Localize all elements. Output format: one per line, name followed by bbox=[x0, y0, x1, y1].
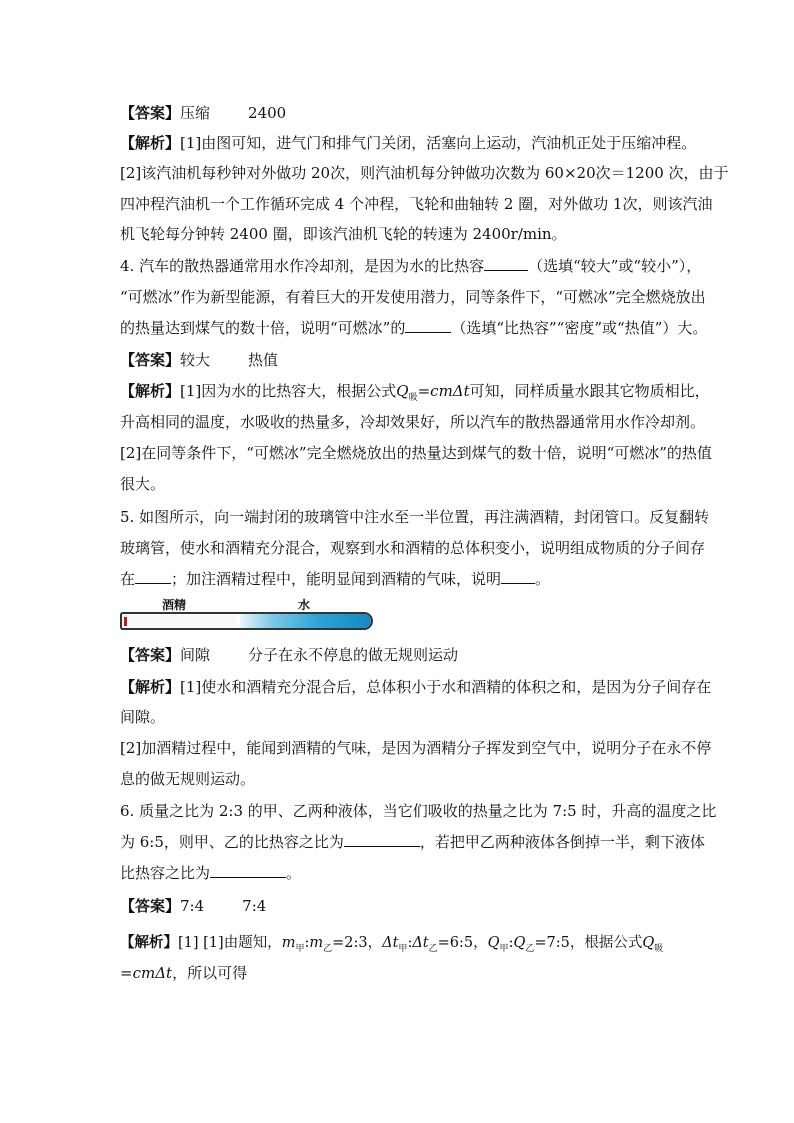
q6-analysis-line-2 bbox=[120, 963, 680, 983]
q3-analysis-line-3: 四冲程汽油机一个工作循环完成 4 个冲程，飞轮和曲轴转 2 圈，对外做功 1次，则该汽油 bbox=[120, 195, 713, 213]
q6-answer-line bbox=[120, 896, 680, 916]
q4-analysis-line-3: [2]在同等条件下，“可燃冰”完全燃烧放出的热量达到煤气的数十倍，说明“可燃冰”的热值 bbox=[120, 444, 712, 462]
answer-blank bbox=[501, 569, 535, 584]
colon: : bbox=[304, 935, 310, 951]
symbol-dt: Δt bbox=[382, 935, 399, 951]
q6-text: ，若把甲乙两种液体各倒掉一半，剩下液体 bbox=[419, 833, 705, 851]
q5-question-line-1: 5. 如图所示，向一端封闭的玻璃管中注水至一半位置，再注满酒精，封闭管口。反复翻转 bbox=[120, 508, 710, 526]
water-label: 水 bbox=[298, 598, 311, 612]
symbol-q: Q bbox=[642, 935, 655, 951]
q6-analysis-line-1 bbox=[120, 933, 680, 959]
ratio-t: =6:5， bbox=[437, 935, 488, 951]
alcohol-column bbox=[126, 615, 236, 627]
q5-text: ；加注酒精过程中，能明显闻到酒精的气味，说明 bbox=[171, 570, 502, 588]
sub-jia: 甲 bbox=[398, 943, 408, 954]
q6-text: 比热容之比为 bbox=[120, 864, 211, 882]
glass-tube-figure bbox=[120, 596, 375, 636]
q6-question-line-3 bbox=[120, 863, 680, 883]
q5-analysis-line-3: [2]加酒精过程中，能闻到酒精的气味，是因为酒精分子挥发到空气中，说明分子在永不停 bbox=[120, 739, 712, 757]
q3-analysis-line-2: [2]该汽油机每秒钟对外做功 20次，则汽油机每分钟做功次数为 60×20次＝1200 次，由于 bbox=[120, 164, 729, 182]
q4-question-line-3 bbox=[120, 318, 708, 338]
q5-analysis-line-1 bbox=[120, 677, 712, 697]
analysis-label: 【解析】 bbox=[120, 382, 181, 400]
q4-text: 4. 汽车的散热器通常用水作冷却剂，是因为水的比热容 bbox=[120, 257, 485, 275]
answer-1: 压缩 bbox=[180, 104, 211, 122]
symbol-m: m bbox=[281, 935, 296, 951]
q4-analysis-line-2: 升高相同的温度，水吸收的热量多，冷却效果好，所以汽车的散热器通常用水作冷却剂。 bbox=[120, 413, 706, 431]
formula-eq: =cmΔt bbox=[417, 382, 470, 400]
q5-text: 在 bbox=[120, 570, 136, 588]
sub-yi: 乙 bbox=[428, 943, 438, 954]
analysis-label: 【解析】 bbox=[120, 934, 178, 951]
analysis-text: ，所以可得 bbox=[172, 964, 248, 982]
analysis-text: [1]使水和酒精充分混合后，总体积小于水和酒精的体积之和，是因为分子间存在 bbox=[180, 678, 712, 696]
formula-sub: 吸 bbox=[408, 393, 418, 403]
sub-yi: 乙 bbox=[525, 943, 535, 954]
q4-text: （选填“较大”或“较小”）， bbox=[528, 257, 702, 275]
q5-analysis-line-4: 息的做无规则运动。 bbox=[120, 770, 256, 788]
symbol-dt: Δt bbox=[412, 935, 429, 951]
answer-label: 【答案】 bbox=[120, 104, 181, 122]
answer-2: 7:4 bbox=[242, 897, 267, 915]
symbol-m: m bbox=[309, 935, 324, 951]
answer-label: 【答案】 bbox=[120, 646, 181, 664]
q6-text: 。 bbox=[286, 864, 302, 882]
answer-1: 间隙 bbox=[180, 646, 211, 664]
q5-analysis-line-2: 间隙。 bbox=[120, 708, 166, 726]
answer-label: 【答案】 bbox=[120, 351, 181, 369]
q5-text: 。 bbox=[535, 570, 551, 588]
formula-q: Q bbox=[396, 382, 409, 400]
q6-text: 为 6:5，则甲、乙的比热容之比为 bbox=[120, 833, 344, 851]
colon: : bbox=[508, 935, 514, 951]
sub-jia: 甲 bbox=[295, 943, 305, 954]
answer-label: 【答案】 bbox=[120, 897, 181, 915]
water-column bbox=[240, 614, 371, 628]
q3-answer-line bbox=[120, 103, 680, 123]
answer-blank bbox=[484, 256, 528, 271]
answer-blank bbox=[135, 569, 171, 584]
q5-question-line-3 bbox=[120, 569, 680, 589]
q3-analysis-line-4: 机飞轮每分钟转 2400 圈，即该汽油机飞轮的转速为 2400r/min。 bbox=[120, 225, 567, 243]
q5-question-line-2: 玻璃管，使水和酒精充分混合，观察到水和酒精的总体积变小，说明组成物质的分子间存 bbox=[120, 539, 706, 557]
q3-analysis-line-1 bbox=[120, 133, 697, 153]
sub-yi: 乙 bbox=[323, 943, 333, 954]
answer-1: 较大 bbox=[180, 351, 211, 369]
glass-tube bbox=[120, 612, 373, 630]
alcohol-label: 酒精 bbox=[162, 598, 187, 612]
q4-text: 的热量达到煤气的数十倍，说明“可燃冰”的 bbox=[120, 319, 406, 337]
formula-eq: =cmΔt bbox=[120, 964, 173, 982]
q4-question-line-1 bbox=[120, 256, 702, 276]
answer-blank bbox=[405, 318, 451, 333]
sub-jia: 甲 bbox=[499, 943, 509, 954]
answer-2: 分子在永不停息的做无规则运动 bbox=[248, 646, 459, 664]
tube-seal bbox=[124, 617, 127, 626]
q4-text: （选填“比热容”“密度”或“热值”）大。 bbox=[451, 319, 708, 337]
ratio-m: =2:3， bbox=[332, 935, 383, 951]
analysis-text: 可知，同样质量水跟其它物质相比， bbox=[469, 382, 710, 400]
analysis-text: [1] [1]由题知， bbox=[178, 935, 282, 951]
q4-answer-line bbox=[120, 350, 680, 370]
answer-2: 热值 bbox=[248, 351, 279, 369]
answer-2: 2400 bbox=[248, 104, 287, 122]
analysis-label: 【解析】 bbox=[120, 678, 181, 696]
symbol-q: Q bbox=[487, 935, 500, 951]
q6-question-line-2 bbox=[120, 832, 705, 852]
ratio-q: =7:5，根据公式 bbox=[534, 935, 643, 951]
sub-xi: 吸 bbox=[654, 943, 664, 954]
analysis-text: [1]由图可知，进气门和排气门关闭，活塞向上运动，汽油机正处于压缩冲程。 bbox=[180, 134, 697, 152]
q4-analysis-line-1 bbox=[120, 381, 710, 408]
q4-question-line-2: “可燃冰”作为新型能源，有着巨大的开发使用潜力，同等条件下，“可燃冰”完全燃烧放出 bbox=[120, 288, 706, 306]
symbol-q: Q bbox=[513, 935, 526, 951]
answer-1: 7:4 bbox=[180, 897, 205, 915]
q5-answer-line bbox=[120, 645, 680, 665]
q6-question-line-1: 6. 质量之比为 2:3 的甲、乙两种液体，当它们吸收的热量之比为 7:5 时，升高的温度之比 bbox=[120, 802, 717, 820]
analysis-label: 【解析】 bbox=[120, 134, 181, 152]
answer-blank bbox=[210, 863, 286, 878]
colon: : bbox=[407, 935, 413, 951]
answer-blank bbox=[344, 832, 420, 847]
q4-analysis-line-4: 很大。 bbox=[120, 475, 166, 493]
analysis-text: [1]因为水的比热容大，根据公式 bbox=[180, 382, 397, 400]
